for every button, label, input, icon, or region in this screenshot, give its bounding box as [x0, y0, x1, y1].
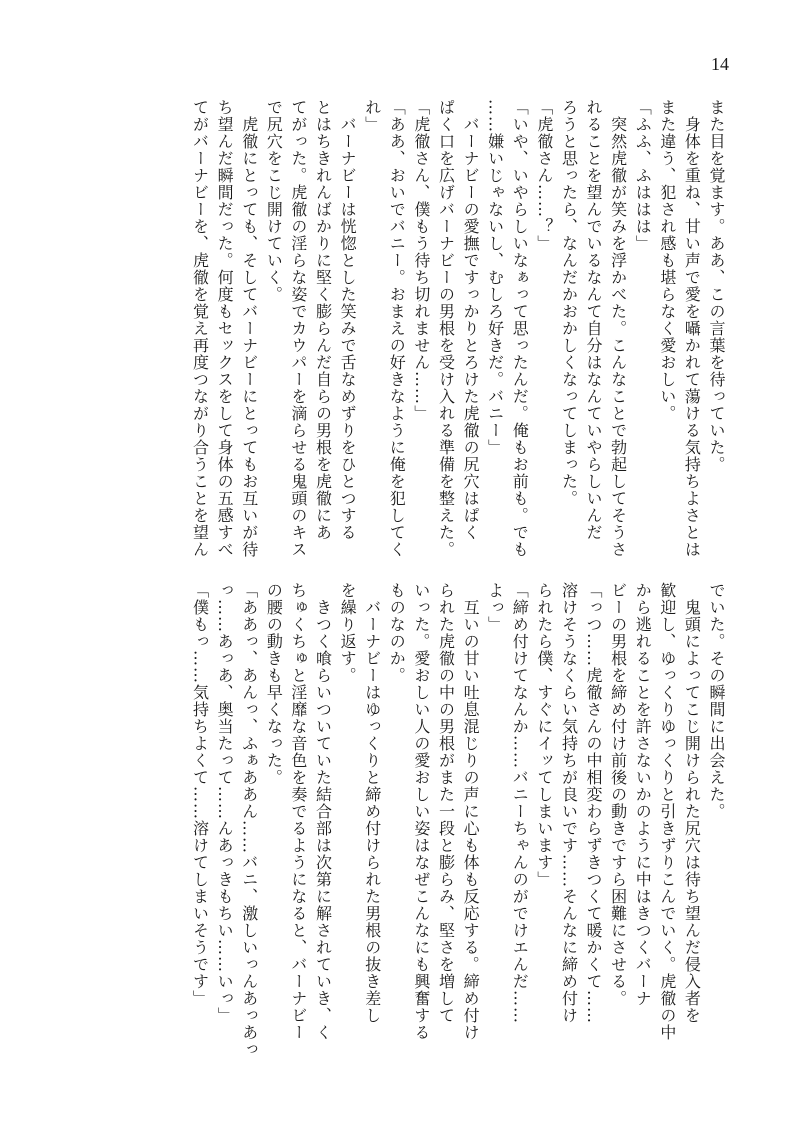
text-line: で尻穴をこじ開けていく。: [264, 99, 284, 303]
text-line: ち望んだ瞬間だった。何度もセックスをして身体の五感すべ: [215, 99, 235, 558]
text-line: 鬼頭によってこじ開けられた尻穴は待ち望んだ侵入者を: [682, 582, 702, 1024]
text-line: バーナビーはゆっくりと締め付けられた男根の抜き差し: [362, 582, 382, 1024]
text-line: 「虎徹さん、僕もう待ち切れません……」: [411, 99, 431, 422]
text-line: バーナビーの愛撫ですっかりとろけた虎徹の尻穴はぱく: [461, 99, 481, 541]
text-line: また目を覚ます。ああ、この言葉を待っていた。: [707, 99, 726, 473]
text-line: られたら僕、すぐにイッてしまいます」: [534, 582, 554, 888]
text-line: 溶けそうなくらい気持ちが良いです……そんなに締め付け: [559, 582, 579, 1024]
text-line: れ」: [362, 99, 382, 133]
page-number: 14: [711, 54, 729, 74]
text-line: れることを望んでいるなんて自分はなんていやらしいんだ: [584, 99, 604, 541]
text-line: とはちきれんばかりに堅く膨らんだ自らの男根を虎徹にあ: [313, 99, 333, 541]
text-line: 虎徹にとっても、そしてバーナビーにとってもお互いが待: [239, 99, 259, 558]
text-line: また違う、犯され感も堪らなく愛おしい。: [657, 99, 677, 422]
text-line: から逃れることを許さないかのように中はきつくバーナ: [633, 582, 653, 1007]
text-line: 互いの甘い吐息混じりの声に心も体も反応する。締め付け: [461, 582, 481, 1041]
top-text-block: [56, 99, 728, 559]
text-line: てがバーナビーを、虎徹を覚え再度つながり合うことを望ん: [190, 99, 210, 558]
text-line: ……嫌いじゃないし、むしろ好きだ。バニー」: [485, 99, 505, 456]
text-line: っ……あっあ、奥当たって……んあっきもちい……いっ」: [215, 582, 235, 1024]
text-line: バーナビーは恍惚とした笑みで舌なめずりをひとつする: [338, 99, 358, 541]
text-line: を繰り返す。: [338, 582, 358, 684]
bottom-text-block: [56, 582, 728, 1058]
text-line: 「っつ……虎徹さんの中相変わらずきつくて暖かくて……: [584, 582, 604, 1024]
text-line: ぱく口を広げバーナビーの男根を受け入れる準備を整えた。: [436, 99, 456, 558]
text-line: ビーの男根を締め付け前後の動きですら困難にさせる。: [608, 582, 628, 1007]
text-line: でいた。その瞬間に出会えた。: [707, 582, 726, 820]
text-line: 「ああ、おいでバニー。おまえの好きなように俺を犯してく: [387, 99, 407, 558]
text-line: 「虎徹さん……？」: [534, 99, 554, 252]
text-line: 「ああっ、あんっ、ふぁああん……バニ、激しいっんあっあっ: [239, 582, 259, 1058]
text-line: 「僕もっ……気持ちよくて……溶けてしまいそうです」: [190, 582, 210, 1007]
text-line: 身体を重ね、甘い声で愛を囁かれて蕩ける気持ちよさとは: [682, 99, 702, 558]
text-line: られた虎徹の中の男根がまた一段と膨らみ、堅さを増して: [436, 582, 456, 1024]
text-line: 「締め付けてなんか……バニーちゃんのがでけエんだ……: [510, 582, 530, 1024]
text-line: 突然虎徹が笑みを浮かべた。こんなことで勃起してそうさ: [608, 99, 628, 558]
text-line: ちゅくちゅと淫靡な音色を奏でるようになると、バーナビー: [288, 582, 308, 1041]
text-line: よっ」: [485, 582, 505, 633]
text-line: てがった。虎徹の淫らな姿でカウパーを滴らせる鬼頭のキス: [288, 99, 308, 558]
text-line: ものなのか。: [387, 582, 407, 684]
text-line: いった。愛おしい人の愛おしい姿はなぜこんなにも興奮する: [411, 582, 431, 1041]
text-line: 「いや、いやらしいなぁって思ったんだ。俺もお前も。でも: [510, 99, 530, 558]
text-line: きつく喰らいついていた結合部は次第に解されていき、く: [313, 582, 333, 1041]
text-line: 歓迎し、ゆっくりゆっくりと引きずりこんでいく。虎徹の中: [657, 582, 677, 1041]
text-line: の腰の動きも早くなった。: [264, 582, 284, 786]
text-line: ろうと思ったら、なんだかおかしくなってしまった。: [559, 99, 579, 507]
text-line: 「ふふ、ふははは」: [633, 99, 653, 252]
